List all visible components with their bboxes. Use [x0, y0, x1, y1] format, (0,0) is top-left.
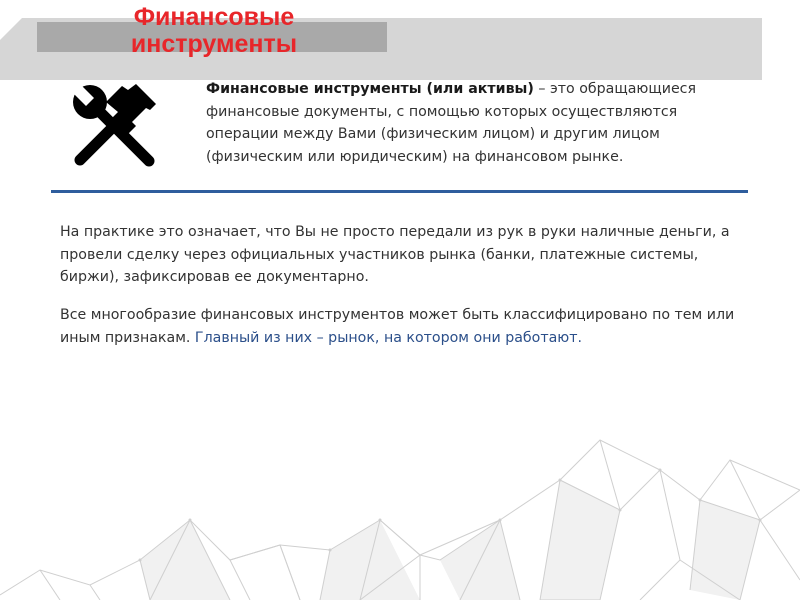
definition-text: [206, 78, 746, 168]
paragraph-classification-text: Все многообразие финансовых инструментов может быть классифицировано по тем или иным признакам.: [60, 307, 735, 346]
definition-body: – это обращающиеся финансовые документы, с помощью которых осуществляются операции между Вами (физическим лицом) и другим лицом (физическим или юридическим) на финансовом рынке.: [206, 81, 697, 165]
page-title-line1: Финансовые: [133, 3, 295, 31]
paragraph-classification: [60, 304, 750, 349]
divider: [51, 190, 748, 193]
paragraph-practice: На практике это означает, что Вы не просто передали из рук в руки наличные деньги, а провели сделку через официальных участников рынка (банки, платежные системы, биржи), зафиксировав ее документарно.: [60, 224, 730, 285]
page-title: [114, 4, 314, 58]
wrench-and-hammer-icon: [70, 82, 160, 168]
definition-term: Финансовые инструменты (или активы): [206, 81, 534, 97]
page-title-line2: инструменты: [130, 30, 298, 58]
paragraph-classification-highlight: Главный из них – рынок, на котором они работают.: [194, 329, 583, 346]
